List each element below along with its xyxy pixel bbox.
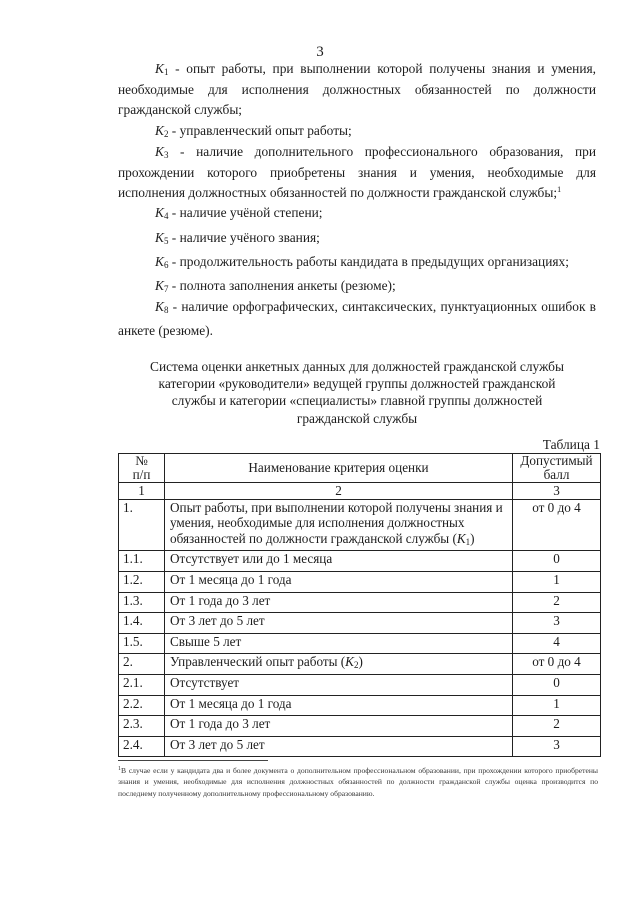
header-number bbox=[119, 454, 165, 483]
criterion-name bbox=[165, 736, 513, 757]
criterion-score: 0 bbox=[513, 551, 601, 572]
table-row bbox=[119, 695, 601, 716]
definition-text: - наличие дополнительного профессионального образования, при прохождении которого приобретены знания и умения, необходимые для исполнения должностных обязанностей по должности гражданской службы; bbox=[118, 143, 596, 201]
definition-symbol: K bbox=[155, 253, 164, 269]
row-number: 1.3. bbox=[119, 592, 165, 613]
criterion-name bbox=[165, 551, 513, 572]
definition-text: - опыт работы, при выполнении которой получены знания и умения, необходимые для исполнения должностных обязанностей по должности гражданской службы; bbox=[118, 61, 596, 118]
table-row bbox=[119, 736, 601, 757]
header-score-line2: балл bbox=[543, 467, 570, 482]
criterion-text: Свыше 5 лет bbox=[170, 633, 242, 649]
section-title-line: службы и категории «специалисты» главной группы должностей bbox=[171, 393, 543, 409]
criterion-text: От 1 года до 3 лет bbox=[170, 716, 271, 732]
criterion-text: От 1 года до 3 лет bbox=[170, 592, 271, 608]
criterion-text: Опыт работы, при выполнении которой получены знания и умения, необходимые для исполнения должностных обязанностей по должности гражданской службы ( bbox=[170, 499, 503, 546]
criterion-name bbox=[165, 571, 513, 592]
header-score-line1: Допустимый bbox=[520, 453, 593, 468]
criterion-tail: ) bbox=[470, 530, 475, 546]
table-row bbox=[119, 499, 601, 551]
definition-item bbox=[118, 201, 596, 225]
row-number: 2. bbox=[119, 654, 165, 675]
definition-symbol: K bbox=[155, 205, 164, 221]
page-number: 3 bbox=[316, 44, 324, 60]
row-number: 2.4. bbox=[119, 736, 165, 757]
definition-symbol: K bbox=[155, 229, 164, 245]
table-row bbox=[119, 592, 601, 613]
criterion-score: от 0 до 4 bbox=[513, 499, 601, 551]
criterion-score: 2 bbox=[513, 592, 601, 613]
definition-subscript: 6 bbox=[163, 259, 169, 270]
definition-subscript: 4 bbox=[163, 211, 169, 222]
table-row bbox=[119, 633, 601, 654]
criterion-subscript: 2 bbox=[353, 660, 359, 671]
criterion-name bbox=[165, 499, 513, 551]
footnote-reference: 1 bbox=[557, 185, 562, 195]
definition-item bbox=[118, 60, 596, 119]
definition-subscript: 8 bbox=[163, 305, 169, 316]
criterion-tail: ) bbox=[358, 654, 363, 670]
definition-text: - управленческий опыт работы; bbox=[168, 122, 352, 138]
criterion-score: 3 bbox=[513, 613, 601, 634]
criterion-name bbox=[165, 654, 513, 675]
definition-text: - наличие учёной степени; bbox=[168, 205, 323, 221]
header-score bbox=[513, 454, 601, 483]
index-cell: 3 bbox=[513, 483, 601, 500]
definition-symbol: K bbox=[155, 278, 164, 294]
row-number: 1.2. bbox=[119, 571, 165, 592]
criterion-text: От 1 месяца до 1 года bbox=[170, 571, 292, 587]
index-cell: 1 bbox=[119, 483, 165, 500]
index-cell: 2 bbox=[165, 483, 513, 500]
table-row bbox=[119, 551, 601, 572]
table-row bbox=[119, 571, 601, 592]
criterion-name bbox=[165, 592, 513, 613]
definition-item bbox=[118, 143, 596, 202]
section-title bbox=[118, 358, 596, 427]
header-criterion-name: Наименование критерия оценки bbox=[165, 454, 513, 483]
row-number: 2.2. bbox=[119, 695, 165, 716]
table-row bbox=[119, 674, 601, 695]
footnote-marker: 1 bbox=[118, 766, 121, 772]
definition-text: - наличие учёного звания; bbox=[168, 229, 320, 245]
criterion-score: 0 bbox=[513, 674, 601, 695]
row-number: 1.1. bbox=[119, 551, 165, 572]
criterion-score: 2 bbox=[513, 716, 601, 737]
criterion-text: Отсутствует bbox=[170, 674, 240, 690]
criterion-score: 4 bbox=[513, 633, 601, 654]
criterion-score: 1 bbox=[513, 695, 601, 716]
footnote bbox=[118, 764, 598, 799]
definition-item bbox=[118, 226, 596, 250]
definition-subscript: 3 bbox=[163, 149, 169, 160]
table-header-row bbox=[119, 454, 601, 483]
criterion-text: Управленческий опыт работы ( bbox=[170, 654, 346, 670]
definition-symbol: K bbox=[155, 299, 164, 315]
definition-text: - продолжительность работы кандидата в предыдущих организациях; bbox=[168, 253, 569, 269]
section-title-line: гражданской службы bbox=[296, 410, 418, 426]
section-title-line: Система оценки анкетных данных для должностей гражданской службы bbox=[150, 359, 564, 374]
row-number: 2.1. bbox=[119, 674, 165, 695]
definition-subscript: 5 bbox=[163, 235, 169, 246]
criterion-name bbox=[165, 674, 513, 695]
criterion-name bbox=[165, 716, 513, 737]
table-row bbox=[119, 613, 601, 634]
criterion-text: От 3 лет до 5 лет bbox=[170, 736, 265, 752]
footnote-divider bbox=[118, 760, 268, 761]
definition-item bbox=[118, 250, 596, 274]
definition-symbol: K bbox=[155, 122, 164, 138]
definition-item bbox=[118, 298, 596, 339]
footnote-text: В случае если у кандидата два и более документа о дополнительном профессиональном образовании, при прохождении которого приобретены знания и умения, необходимые для исполнения должностных обязанностей по должности гражданской службы оценка производится по последнему полученному дополнительному профессиональному образованию. bbox=[118, 766, 598, 798]
definition-text: - наличие орфографических, синтаксических, пунктуационных ошибок в анкете (резюме). bbox=[118, 299, 596, 339]
table-index-row bbox=[119, 483, 601, 500]
criterion-text: От 1 месяца до 1 года bbox=[170, 695, 292, 711]
criterion-symbol: K bbox=[456, 530, 466, 546]
criterion-score: 3 bbox=[513, 736, 601, 757]
criterion-subscript: 1 bbox=[465, 536, 471, 547]
criterion-text: Отсутствует или до 1 месяца bbox=[170, 551, 333, 567]
criterion-name bbox=[165, 613, 513, 634]
row-number: 1.4. bbox=[119, 613, 165, 634]
criterion-text: От 3 лет до 5 лет bbox=[170, 613, 265, 629]
definition-symbol: K bbox=[155, 143, 164, 159]
criterion-score: от 0 до 4 bbox=[513, 654, 601, 675]
criterion-name bbox=[165, 633, 513, 654]
definition-subscript: 1 bbox=[163, 67, 169, 77]
criterion-score: 1 bbox=[513, 571, 601, 592]
table-row bbox=[119, 654, 601, 675]
row-number: 1. bbox=[119, 499, 165, 551]
header-number-line1: № bbox=[135, 453, 148, 468]
definition-subscript: 2 bbox=[163, 128, 169, 139]
header-number-line2: п/п bbox=[132, 467, 151, 482]
criterion-symbol: K bbox=[345, 654, 354, 670]
criterion-name bbox=[165, 695, 513, 716]
definition-subscript: 7 bbox=[163, 284, 169, 295]
criteria-table bbox=[118, 453, 601, 757]
table-row bbox=[119, 716, 601, 737]
definition-text: - полнота заполнения анкеты (резюме); bbox=[168, 278, 396, 294]
table-caption: Таблица 1 bbox=[542, 437, 600, 452]
criteria-definitions bbox=[118, 60, 596, 340]
section-title-line: категории «руководители» ведущей группы должностей гражданской bbox=[158, 376, 556, 392]
row-number: 2.3. bbox=[119, 716, 165, 737]
row-number: 1.5. bbox=[119, 633, 165, 654]
definition-item bbox=[118, 119, 596, 143]
definition-item bbox=[118, 274, 596, 298]
definition-symbol: K bbox=[155, 61, 164, 76]
